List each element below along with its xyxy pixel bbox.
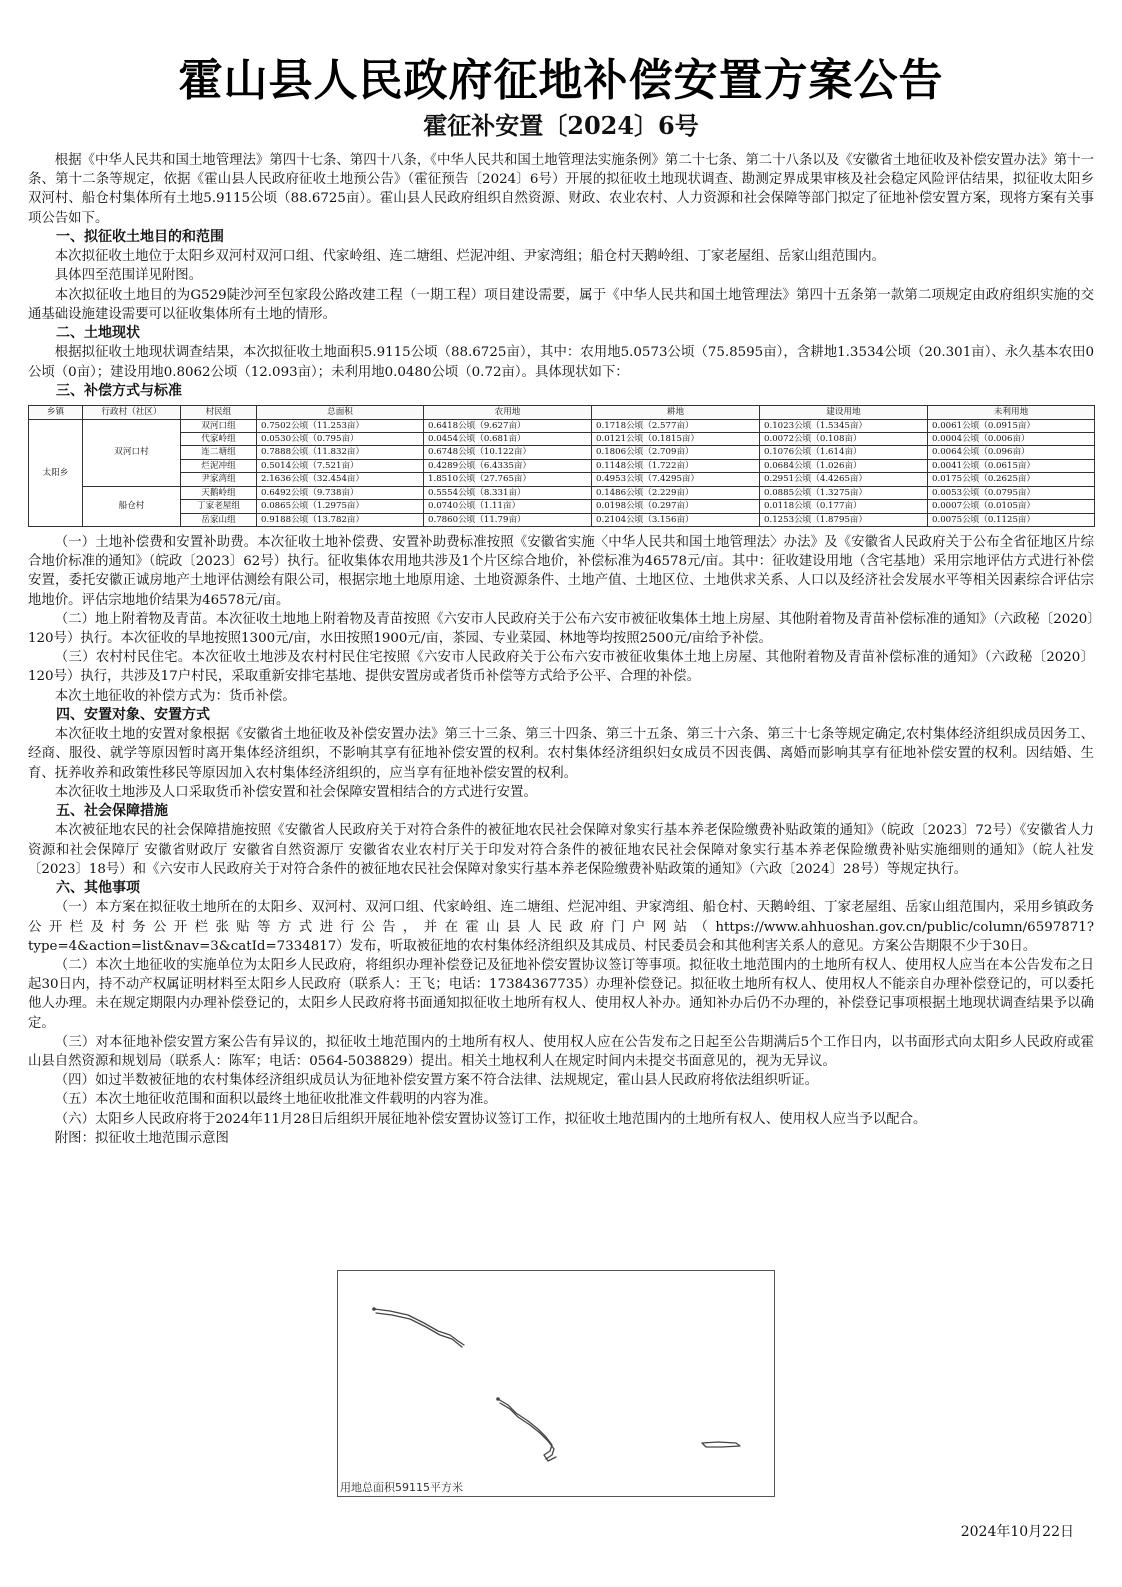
table-row [29, 459, 1095, 472]
section-3-paragraph: （三）农村村民住宅。本次征收土地涉及农村村民住宅按照《六安市人民政府关于公布六安市被征收集体土地上房屋、其他附着物及青苗补偿标准的通知》（六政秘〔2020〕120号）执行，共涉及17户村民，采取重新安排宅基地、提供安置房或者货币补偿等方式给予公平、合理的补偿。 [28, 650, 1094, 685]
table-cell: 0.7860公顷（11.79亩） [424, 513, 592, 526]
section-6-paragraph: （五）本次土地征收范围和面积以最终土地征收批准文件载明的内容为准。 [54, 1092, 497, 1108]
table-row [29, 433, 1095, 446]
section-3-paragraph: （一）土地补偿费和安置补助费。本次征收土地补偿费、安置补助费标准按照《安徽省实施〈中华人民共和国土地管理法〉办法》及《安徽省人民政府关于公布全省征地区片综合地价标准的通知》（皖政〔2023〕62号）执行。征收集体农用地共涉及1个片区综合地价，补偿标准为46578元/亩。其中：征收建设用地（含宅基地）采用宗地评估方式进行补偿安置，委托安徽正诚房地产土地评估测绘有限公司，根据宗地土地原用途、土地资源条件、土地产值、土地区位、土地供求关系、人口以及经济社会发展水平等相关因素综合评估宗地地价。评估宗地地价结果为46578元/亩。 [28, 534, 1094, 608]
table-cell: 0.2951公顷（4.4265亩） [760, 473, 928, 486]
table-cell: 0.0865公顷（1.2975亩） [257, 500, 424, 513]
section-3-paragraph: 本次土地征收的补偿方式为：货币补偿。 [54, 688, 296, 704]
document-number: 霍征补安置〔2024〕6号 [423, 111, 699, 140]
section-4-heading: 四、安置对象、安置方式 [56, 706, 210, 723]
table-cell: 0.0064公顷（0.096亩） [928, 446, 1095, 459]
table-header-cell: 乡镇 [29, 406, 83, 419]
table-cell: 0.0053公顷（0.0795亩） [928, 486, 1095, 499]
table-cell: 0.0198公顷（0.297亩） [592, 500, 760, 513]
table-cell: 0.0530公顷（0.795亩） [257, 433, 424, 446]
table-cell: 0.0740公顷（1.11亩） [424, 500, 592, 513]
table-cell: 0.0041公顷（0.0615亩） [928, 459, 1095, 472]
map-caption: 用地总面积59115平方米 [340, 1481, 463, 1494]
map-drawing [338, 1271, 774, 1496]
announcement-date: 2024年10月22日 [960, 1524, 1074, 1540]
table-cell: 0.9188公顷（13.782亩） [257, 513, 424, 526]
table-cell: 0.1718公顷（2.577亩） [592, 419, 760, 432]
table-header-cell: 耕地 [592, 406, 760, 419]
table-cell: 0.0007公顷（0.0105亩） [928, 500, 1095, 513]
table-cell: 0.0175公顷（0.2625亩） [928, 473, 1095, 486]
section-3-heading: 三、补偿方式与标准 [56, 382, 182, 399]
section-2-heading: 二、土地现状 [56, 325, 140, 342]
section-1-paragraph: 本次拟征收土地目的为G529陡沙河至包家段公路改建工程（一期工程）项目建设需要，属于《中华人民共和国土地管理法》第四十五条第一款第二项规定由政府组织实施的交通基础设施建设需要可以征收集体所有土地的情形。 [28, 287, 1094, 322]
table-cell: 0.2104公顷（3.156亩） [592, 513, 760, 526]
table-row [29, 419, 1095, 432]
table-cell: 0.0004公顷（0.006亩） [928, 433, 1095, 446]
road-segment-east [702, 1442, 740, 1447]
table-cell: 0.1076公顷（1.614亩） [760, 446, 928, 459]
township-cell: 太阳乡 [29, 419, 83, 526]
table-row [29, 513, 1095, 526]
table-header-cell: 建设用地 [760, 406, 928, 419]
table-cell: 0.7502公顷（11.253亩） [257, 419, 424, 432]
table-cell: 0.0072公顷（0.108亩） [760, 433, 928, 446]
table-cell: 0.0885公顷（1.3275亩） [760, 486, 928, 499]
group-cell: 烂泥冲组 [181, 459, 257, 472]
table-row [29, 473, 1095, 486]
section-6-paragraph: （一）本方案在拟征收土地所在的太阳乡、双河村、双河口组、代家岭组、连二塘组、烂泥冲组、尹家湾组、船仓村、天鹅岭组、丁家老屋组、岳家山组范围内，采用乡镇政务公开栏及村务公开栏张贴等方式进行公告，并在霍山县人民政府门户网站（https://www.ahhuoshan.gov.cn/public/column/6597871?type=4&action=list&nav=3&catId=7334817）发布，听取被征地的农村集体经济组织及其成员、村民委员会和其他利害关系人的意见。方案公告期限不少于30日。 [28, 900, 1094, 954]
section-5-heading: 五、社会保障措施 [56, 802, 168, 819]
annex-title: 附图：拟征收土地范围示意图 [54, 1130, 229, 1146]
section-6-paragraph: （二）本次土地征收的实施单位为太阳乡人民政府，将组织办理补偿登记及征地补偿安置协议签订等事项。拟征收土地范围内的土地所有权人、使用权人应当在本公告发布之日起30日内，持不动产权属证明材料至太阳乡人民政府（联系人：王飞；电话：17384367735）办理补偿登记。拟征收土地所有权人、使用权人不能亲自办理补偿登记的，可以委托他人办理。未在规定期限内办理补偿登记的，太阳乡人民政府将书面通知拟征收土地所有权人、使用权人补办。通知补办后仍不办理的，补偿登记事项根据土地现状调查结果予以确定。 [28, 957, 1094, 1031]
table-header-cell: 村民组 [181, 406, 257, 419]
table-row [29, 500, 1095, 513]
table-cell: 0.0061公顷（0.0915亩） [928, 419, 1095, 432]
map-marker [372, 1307, 376, 1311]
intro-paragraph: 根据《中华人民共和国土地管理法》第四十七条、第四十八条，《中华人民共和国土地管理法实施条例》第二十七条、第二十八条以及《安徽省土地征收及补偿安置办法》第十一条、第十二条等规定，依据《霍山县人民政府征收土地预公告》（霍征预告〔2024〕6号）开展的拟征收土地现状调查、勘测定界成果审核及社会稳定风险评估结果，拟征收太阳乡双河村、船仓村集体所有土地5.9115公顷（88.6725亩）。霍山县人民政府组织自然资源、财政、农业农村、人力资源和社会保障等部门拟定了征地补偿安置方案，现将方案有关事项公告如下。 [28, 153, 1094, 226]
table-cell: 0.0121公顷（0.1815亩） [592, 433, 760, 446]
section-6-paragraph: （四）如过半数被征地的农村集体经济组织成员认为征地补偿安置方案不符合法律、法规规定，霍山县人民政府将依法组织听证。 [54, 1073, 819, 1089]
table-cell: 0.0684公顷（1.026亩） [760, 459, 928, 472]
road-segment-middle [498, 1399, 556, 1461]
table-cell: 0.6418公顷（9.627亩） [424, 419, 592, 432]
map-marker [496, 1397, 500, 1401]
table-cell: 0.6492公顷（9.738亩） [257, 486, 424, 499]
table-cell: 0.0454公顷（0.681亩） [424, 433, 592, 446]
table-cell: 2.1636公顷（32.454亩） [257, 473, 424, 486]
table-header-cell: 农用地 [424, 406, 592, 419]
table-header-row [29, 406, 1095, 419]
section-1-paragraph: 本次拟征收土地位于太阳乡双河村双河口组、代家岭组、连二塘组、烂泥冲组、尹家湾组；船仓村天鹅岭组、丁家老屋组、岳家山组范围内。 [54, 249, 886, 265]
group-cell: 双河口组 [181, 419, 257, 432]
village-cell: 船仓村 [83, 486, 181, 526]
section-3-paragraph: （二）地上附着物及青苗。本次征收土地地上附着物及青苗按照《六安市人民政府关于公布六安市被征收集体土地上房屋、其他附着物及青苗补偿标准的通知》（六政秘〔2020〕120号）执行。本次征收的旱地按照1300元/亩，水田按照1900元/亩，茶园、专业菜园、林地等均按照2500元/亩给予补偿。 [28, 611, 1094, 646]
table-header-cell: 总面积 [257, 406, 424, 419]
group-cell: 连二塘组 [181, 446, 257, 459]
table-cell: 0.4289公顷（6.4335亩） [424, 459, 592, 472]
table-row [29, 486, 1095, 499]
section-6-paragraph: （三）对本征地补偿安置方案公告有异议的，拟征收土地范围内的土地所有权人、使用权人应在公告发布之日起至公告期满后5个工作日内，以书面形式向太阳乡人民政府或霍山县自然资源和规划局（联系人：陈军；电话：0564-5038829）提出。相关土地权利人在规定时间内未提交书面意见的，视为无异议。 [28, 1034, 1094, 1069]
document-body [28, 151, 1094, 1148]
group-cell: 天鹅岭组 [181, 486, 257, 499]
group-cell: 岳家山组 [181, 513, 257, 526]
table-row [29, 446, 1095, 459]
section-1-paragraph: 具体四至范围详见附图。 [54, 268, 203, 284]
table-cell: 1.8510公顷（27.765亩） [424, 473, 592, 486]
road-segment-middle-edge [500, 1403, 554, 1459]
table-header-cell: 行政村（社区） [83, 406, 181, 419]
section-1-heading: 一、拟征收土地目的和范围 [56, 228, 224, 245]
table-cell: 0.1806公顷（2.709亩） [592, 446, 760, 459]
table-cell: 0.1253公顷（1.8795亩） [760, 513, 928, 526]
table-cell: 0.1486公顷（2.229亩） [592, 486, 760, 499]
group-cell: 代家岭组 [181, 433, 257, 446]
table-cell: 0.1148公顷（1.722亩） [592, 459, 760, 472]
group-cell: 尹家湾组 [181, 473, 257, 486]
road-segment-north-edge [376, 1313, 462, 1347]
table-cell: 0.0075公顷（0.1125亩） [928, 513, 1095, 526]
document-title: 霍山县人民政府征地补偿安置方案公告 [178, 55, 944, 106]
village-cell: 双河口村 [83, 419, 181, 486]
section-4-paragraph: 本次征收土地的安置对象根据《安徽省土地征收及补偿安置办法》第三十三条、第三十四条、第三十五条、第三十六条、第三十七条等规定确定,农村集体经济组织成员因务工、经商、服役、就学等原因暂时离开集体经济组织，不影响其享有征地补偿安置的权利。农村集体经济组织妇女成员不因丧偶、离婚而影响其享有征地补偿安置的权利。因结婚、生育、抚养收养和政策性移民等原因加入农村集体经济组织的，应当享有征地补偿安置的权利。 [28, 727, 1094, 781]
section-6-paragraph: （六）太阳乡人民政府将于2024年11月28日后组织开展征地补偿安置协议签订工作，拟征收土地范围内的土地所有权人、使用权人应当予以配合。 [54, 1111, 927, 1127]
table-cell: 0.6748公顷（10.122亩） [424, 446, 592, 459]
section-4-paragraph: 本次征收土地涉及人口采取货币补偿安置和社会保障安置相结合的方式进行安置。 [54, 784, 537, 800]
section-2-paragraph: 根据拟征收土地现状调查结果，本次拟征收土地面积5.9115公顷（88.6725亩），其中：农用地5.0573公顷（75.8595亩），含耕地1.3534公顷（20.301亩）、永久基本农田0公顷（0亩）；建设用地0.8062公顷（12.093亩）；未利用地0.0480公顷（0.72亩）。具体现状如下： [28, 345, 1094, 380]
section-6-heading: 六、其他事项 [56, 879, 140, 896]
group-cell: 丁家老屋组 [181, 500, 257, 513]
table-cell: 0.4953公顷（7.4295亩） [592, 473, 760, 486]
table-cell: 0.1023公顷（1.5345亩） [760, 419, 928, 432]
land-range-map [337, 1270, 775, 1497]
table-cell: 0.5014公顷（7.521亩） [257, 459, 424, 472]
table-cell: 0.5554公顷（8.331亩） [424, 486, 592, 499]
table-header-cell: 未利用地 [928, 406, 1095, 419]
table-cell: 0.0118公顷（0.177亩） [760, 500, 928, 513]
section-5-paragraph: 本次被征地农民的社会保障措施按照《安徽省人民政府关于对符合条件的被征地农民社会保障对象实行基本养老保险缴费补贴政策的通知》（皖政〔2023〕72号）《安徽省人力资源和社会保障厅 安徽省财政厅 安徽省自然资源厅 安徽省农业农村厅关于印发对符合条件的被征地农民社会保障对象实行基本养老保险缴费补贴实施细则的通知》（皖人社发〔2023〕18号）和《六安市人民政府关于对符合条件的被征地农民社会保障对象实行基本养老保险缴费补贴政策的通知》（六政〔2024〕28号）等规定执行。 [28, 823, 1094, 877]
table-cell: 0.7888公顷（11.832亩） [257, 446, 424, 459]
land-status-table [28, 405, 1095, 527]
